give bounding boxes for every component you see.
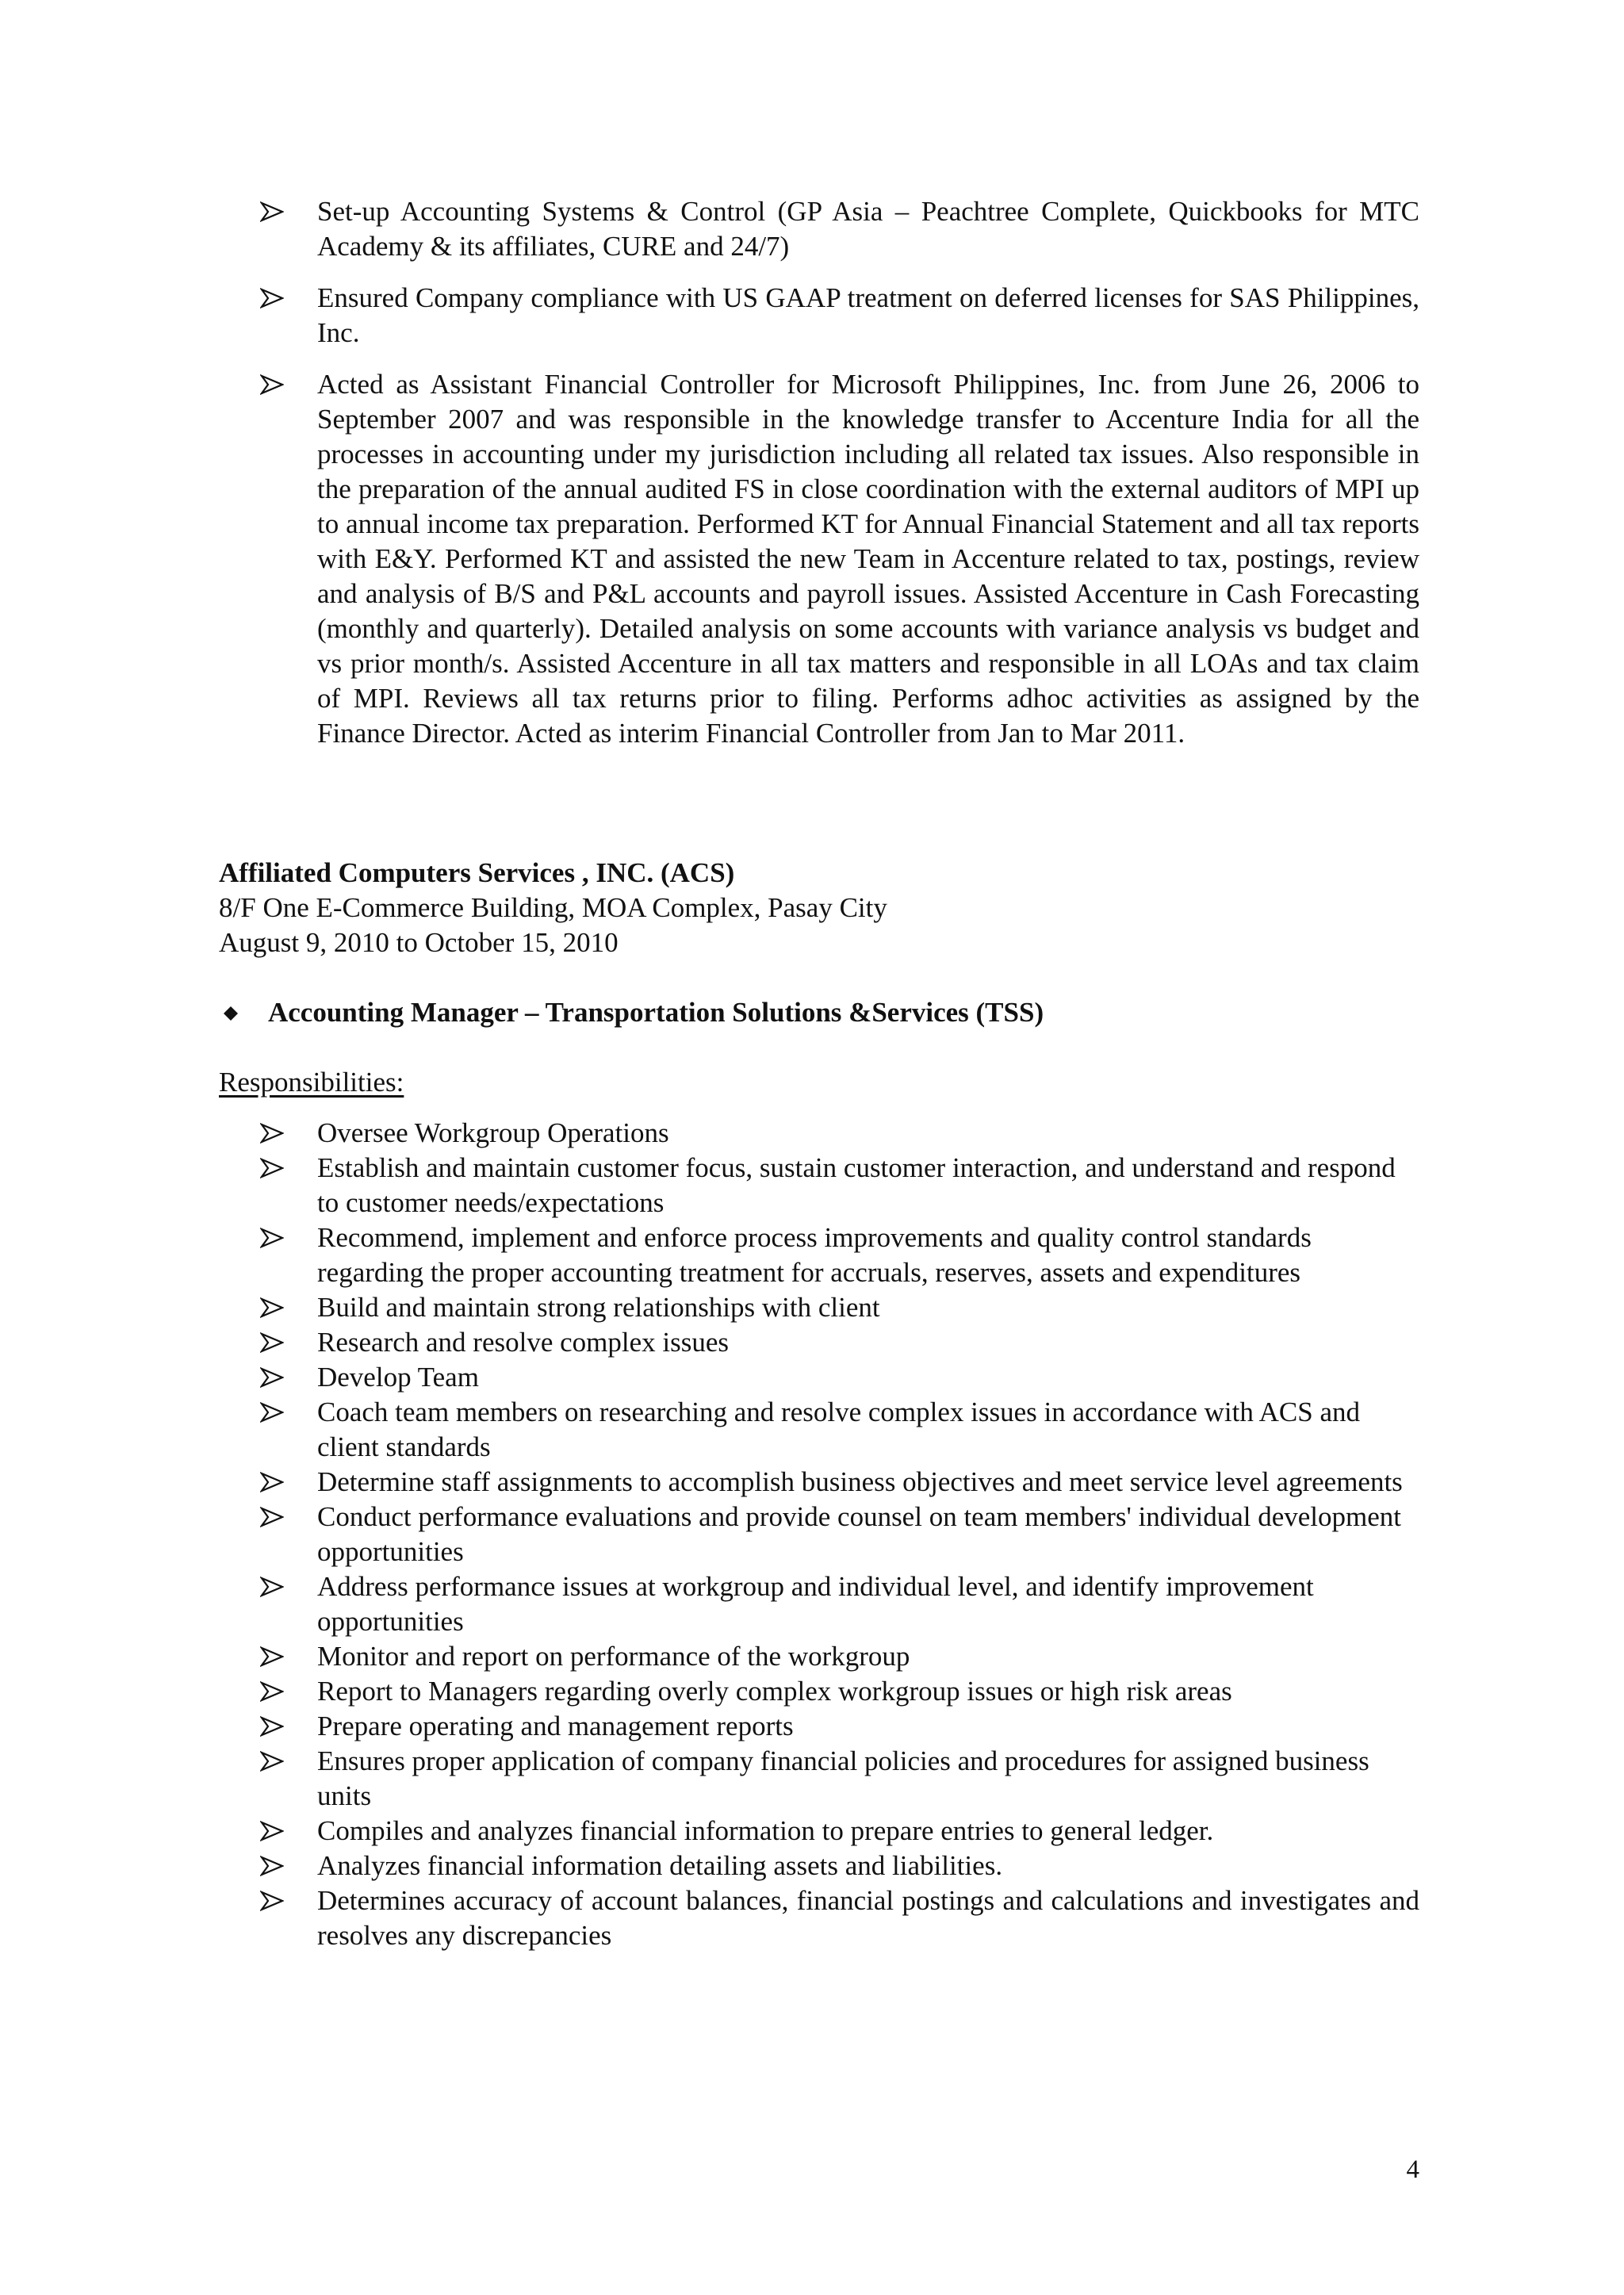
arrow-bullet-icon: [260, 1116, 289, 1151]
arrow-bullet-icon: [260, 1849, 289, 1883]
list-item: [219, 1151, 1419, 1220]
employment-dates: August 9, 2010 to October 15, 2010: [219, 927, 619, 958]
arrow-bullet-icon: [260, 1744, 289, 1779]
employer-block: [219, 856, 1419, 960]
arrow-bullet-icon: [260, 367, 289, 402]
arrow-bullet-icon: [260, 194, 289, 229]
list-item-text: Recommend, implement and enforce process improvements and quality control standards regarding the proper accounting treatment for accruals, reserves, assets and expenditures: [317, 1222, 1312, 1288]
arrow-bullet-icon: [260, 1639, 289, 1674]
arrow-bullet-icon: [260, 1220, 289, 1255]
list-item: [219, 1744, 1419, 1814]
position-heading: [219, 995, 1419, 1030]
list-item-text: Report to Managers regarding overly complex workgroup issues or high risk areas: [317, 1676, 1232, 1707]
list-item: [219, 1569, 1419, 1639]
arrow-bullet-icon: [260, 1360, 289, 1395]
list-item-text: Acted as Assistant Financial Controller for Microsoft Philippines, Inc. from June 26, 2006 to September 2007 and was responsible in the knowledge transfer to Accenture India for all the processes in accounting under my jurisdiction including all related tax issues. Also responsible in the preparation of the annual audited FS in close coordination with the external auditors of MPI up to annual income tax preparation. Performed KT for Annual Financial Statement and all tax reports with E&Y. Performed KT and assisted the new Team in Accenture related to tax, postings, review and analysis of B/S and P&L accounts and payroll issues. Assisted Accenture in Cash Forecasting (monthly and quarterly). Detailed analysis on some accounts with variance analysis vs budget and vs prior month/s. Assisted Accenture in all tax matters and responsible in all LOAs and tax claim of MPI. Reviews all tax returns prior to filing. Performs adhoc activities as assigned by the Finance Director. Acted as interim Financial Controller from Jan to Mar 2011.: [317, 369, 1419, 749]
list-item-text: Develop Team: [317, 1362, 479, 1393]
responsibilities-heading: Responsibilities:: [219, 1067, 404, 1098]
arrow-bullet-icon: [260, 1395, 289, 1430]
list-item: [219, 1674, 1419, 1709]
list-item: [219, 1360, 1419, 1395]
list-item-text: Set-up Accounting Systems & Control (GP Asia – Peachtree Complete, Quickbooks for MTC Academy & its affiliates, CURE and 24/7): [317, 196, 1419, 262]
page-number: 4: [1406, 2155, 1419, 2184]
list-item: [219, 1116, 1419, 1151]
list-item-text: Analyzes financial information detailing assets and liabilities.: [317, 1850, 1003, 1881]
list-item: [219, 367, 1419, 751]
list-item: [219, 194, 1419, 264]
list-item-text: Determine staff assignments to accomplish business objectives and meet service level agreements: [317, 1466, 1403, 1497]
responsibilities-list: [219, 1116, 1419, 1953]
arrow-bullet-icon: [260, 1325, 289, 1360]
list-item: [219, 1395, 1419, 1465]
list-item: [219, 1639, 1419, 1674]
arrow-bullet-icon: [260, 281, 289, 316]
company-address: 8/F One E-Commerce Building, MOA Complex, Pasay City: [219, 892, 887, 923]
previous-role-achievements-list: [219, 194, 1419, 768]
list-item-text: Address performance issues at workgroup and individual level, and identify improvement opportunities: [317, 1571, 1314, 1637]
position-title: Accounting Manager – Transportation Solutions &Services (TSS): [268, 997, 1044, 1028]
arrow-bullet-icon: [260, 1883, 289, 1918]
list-item-text: Build and maintain strong relationships with client: [317, 1292, 880, 1323]
arrow-bullet-icon: [260, 1569, 289, 1604]
arrow-bullet-icon: [260, 1465, 289, 1500]
list-item: [219, 281, 1419, 351]
list-item-text: Ensured Company compliance with US GAAP treatment on deferred licenses for SAS Philippines, Inc.: [317, 282, 1419, 348]
list-item-text: Establish and maintain customer focus, sustain customer interaction, and understand and respond to customer needs/expectations: [317, 1152, 1396, 1218]
arrow-bullet-icon: [260, 1151, 289, 1186]
list-item: [219, 1709, 1419, 1744]
list-item-text: Monitor and report on performance of the workgroup: [317, 1641, 910, 1672]
arrow-bullet-icon: [260, 1290, 289, 1325]
arrow-bullet-icon: [260, 1674, 289, 1709]
list-item: [219, 1465, 1419, 1500]
list-item-text: Determines accuracy of account balances, financial postings and calculations and investigates and resolves any discrepancies: [317, 1885, 1419, 1951]
list-item: [219, 1814, 1419, 1849]
arrow-bullet-icon: [260, 1709, 289, 1744]
list-item-text: Conduct performance evaluations and provide counsel on team members' individual development opportunities: [317, 1501, 1402, 1567]
list-item-text: Research and resolve complex issues: [317, 1327, 730, 1358]
list-item-text: Ensures proper application of company financial policies and procedures for assigned business units: [317, 1745, 1369, 1811]
list-item-text: Compiles and analyzes financial information to prepare entries to general ledger.: [317, 1815, 1214, 1846]
list-item-text: Coach team members on researching and resolve complex issues in accordance with ACS and client standards: [317, 1397, 1361, 1462]
diamond-bullet-icon: [224, 995, 244, 1030]
list-item: [219, 1220, 1419, 1290]
list-item: [219, 1500, 1419, 1569]
list-item: [219, 1849, 1419, 1883]
arrow-bullet-icon: [260, 1814, 289, 1849]
list-item-text: Oversee Workgroup Operations: [317, 1117, 669, 1148]
list-item-text: Prepare operating and management reports: [317, 1711, 794, 1741]
company-name: Affiliated Computers Services , INC. (ACS): [219, 857, 735, 888]
arrow-bullet-icon: [260, 1500, 289, 1534]
list-item: [219, 1290, 1419, 1325]
list-item: [219, 1325, 1419, 1360]
list-item: [219, 1883, 1419, 1953]
